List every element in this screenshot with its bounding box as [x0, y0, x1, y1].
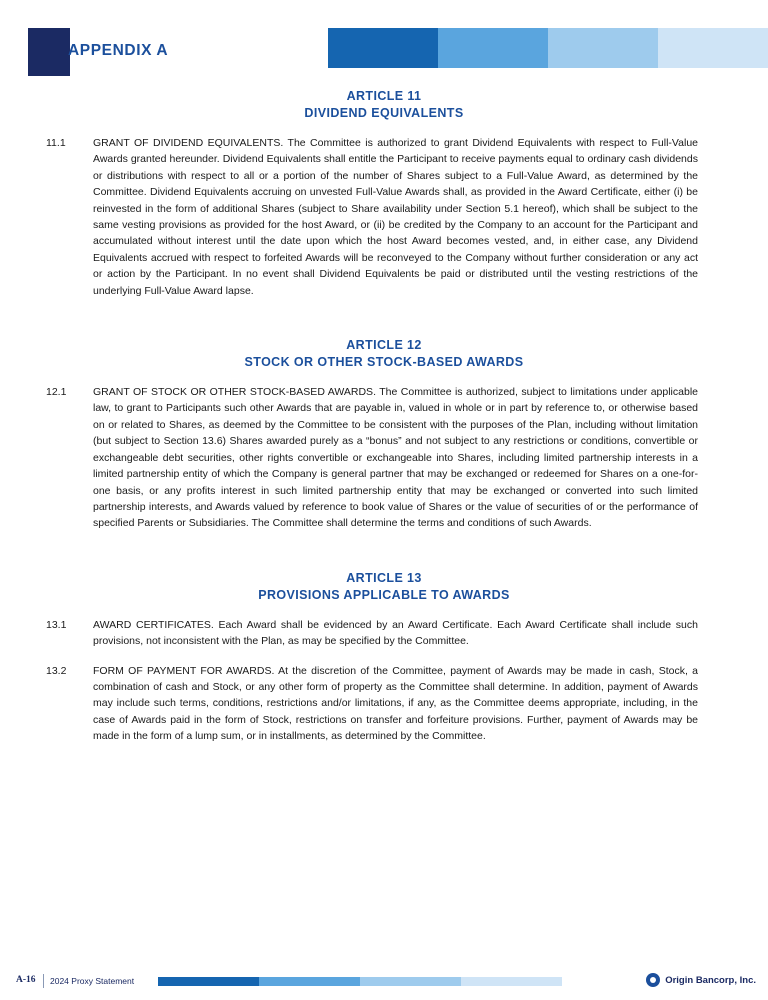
header-bar-3: [548, 28, 658, 68]
article-number-12: ARTICLE 12: [346, 338, 422, 353]
footer-color-bars: [158, 977, 562, 986]
clause-13-2: [0, 663, 768, 745]
clause-11-1: [0, 135, 768, 299]
page-footer: [0, 970, 768, 1000]
clause-number: 11.1: [46, 137, 66, 149]
header-bar-4: [658, 28, 768, 68]
clause-number: 12.1: [46, 386, 67, 399]
footer-bar-2: [259, 977, 360, 986]
appendix-title: APPENDIX A: [68, 42, 169, 59]
company-name: Origin Bancorp, Inc.: [665, 974, 756, 986]
clause-text: GRANT OF STOCK OR OTHER STOCK-BASED AWARDS. The Committee is authorized, subject to limitations under applicable law, to grant to Participants such other Awards that are payable in, valued in whole or in part by reference to, or otherwise based on or related to Shares, as deemed by the Committee to be consistent with the purposes of the Plan, including without limitation (but subject to Section 13.6) Shares awarded purely as a “bonus” and not subject to any restrictions or conditions, convertible or exchangeable debt securities, other rights convertible or exchangeable into Shares, including limited partnership interests in a limited partnership entity of which the Company is general partner that may be exchanged or redeemed for Shares on a one-for-one basis, or any profits interest in such limited partnership entity that may be exchanged or converted into such limited partnership interests, and Awards valued by reference to book value of Shares or the value of securities of or the performance of specified Parents or Subsidiaries. The Committee shall determine the terms and conditions of such Awards.: [93, 386, 698, 530]
clause-text: FORM OF PAYMENT FOR AWARDS. At the discretion of the Committee, payment of Awards may be made in cash, Stock, a combination of cash and Stock, or any other form of property as the Committee shall determine. In addition, payment of Awards may include such terms, conditions, restrictions and/or limitations, if any, as the Committee deems appropriate, including, in the case of Awards paid in the form of Stock, restrictions on transfer and forfeiture provisions. Further, payment of Awards may be made in the form of a lump sum, or in installments, as determined by the Committee.: [93, 664, 698, 743]
clause-12-1: [0, 384, 768, 532]
footer-bar-1: [158, 977, 259, 986]
article-heading-13: [0, 570, 768, 604]
header-bar-1: [328, 28, 438, 68]
header-color-bars: [328, 28, 768, 68]
clause-13-1: [0, 617, 768, 650]
article-title-12: STOCK OR OTHER STOCK-BASED AWARDS: [244, 355, 524, 370]
article-number-13: ARTICLE 13: [346, 570, 422, 585]
footer-divider: [43, 974, 44, 988]
article-heading-11: [0, 88, 768, 122]
footer-document-label: 2024 Proxy Statement: [50, 976, 135, 986]
article-number-11: ARTICLE 11: [346, 89, 422, 103]
clause-text: GRANT OF DIVIDEND EQUIVALENTS. The Committee is authorized to grant Dividend Equivalents with respect to Full-Value Awards granted hereunder. Dividend Equivalents shall entitle the Participant to receive payments equal to ordinary cash dividends or distributions with respect to all or a portion of the number of Shares subject to a Full-Value Award, as determined by the Committee. Dividend Equivalents accruing on unvested Full-Value Awards shall, as provided in the Award Certificate, either (i) be reinvested in the form of additional Shares (subject to Share availability under Section 5.1 hereof), which shall be subject to the same vesting provisions as provided for the host Award, or (ii) be credited by the Company to an account for the Participant and accumulated without interest until the date upon which the host Award becomes vested, and, in either case, any Dividend Equivalents accrued with respect to forfeited Awards will be reconveyed to the Company without further consideration or any act or action by the Participant. In no event shall Dividend Equivalents be paid or distributed until the vesting restrictions of the underlying Full-Value Award lapse.: [93, 137, 698, 297]
footer-bar-3: [360, 977, 461, 986]
clause-number: 13.1: [46, 618, 67, 631]
page-header: [0, 0, 768, 76]
header-accent-block: [28, 28, 70, 76]
clause-text: AWARD CERTIFICATES. Each Award shall be evidenced by an Award Certificate. Each Award Certificate shall include such provisions, not inconsistent with the Plan, as may be specified by the Committee.: [93, 618, 698, 648]
footer-bar-4: [461, 977, 562, 986]
header-bar-2: [438, 28, 548, 68]
document-content: [0, 88, 768, 745]
article-heading-12: [0, 337, 768, 371]
article-title-13: PROVISIONS APPLICABLE TO AWARDS: [258, 587, 510, 602]
company-logo: [646, 973, 756, 987]
article-title-11: DIVIDEND EQUIVALENTS: [304, 106, 464, 120]
origin-logo-icon: [646, 973, 660, 987]
clause-number: 13.2: [46, 664, 67, 677]
footer-page-number: A-16: [16, 975, 36, 985]
